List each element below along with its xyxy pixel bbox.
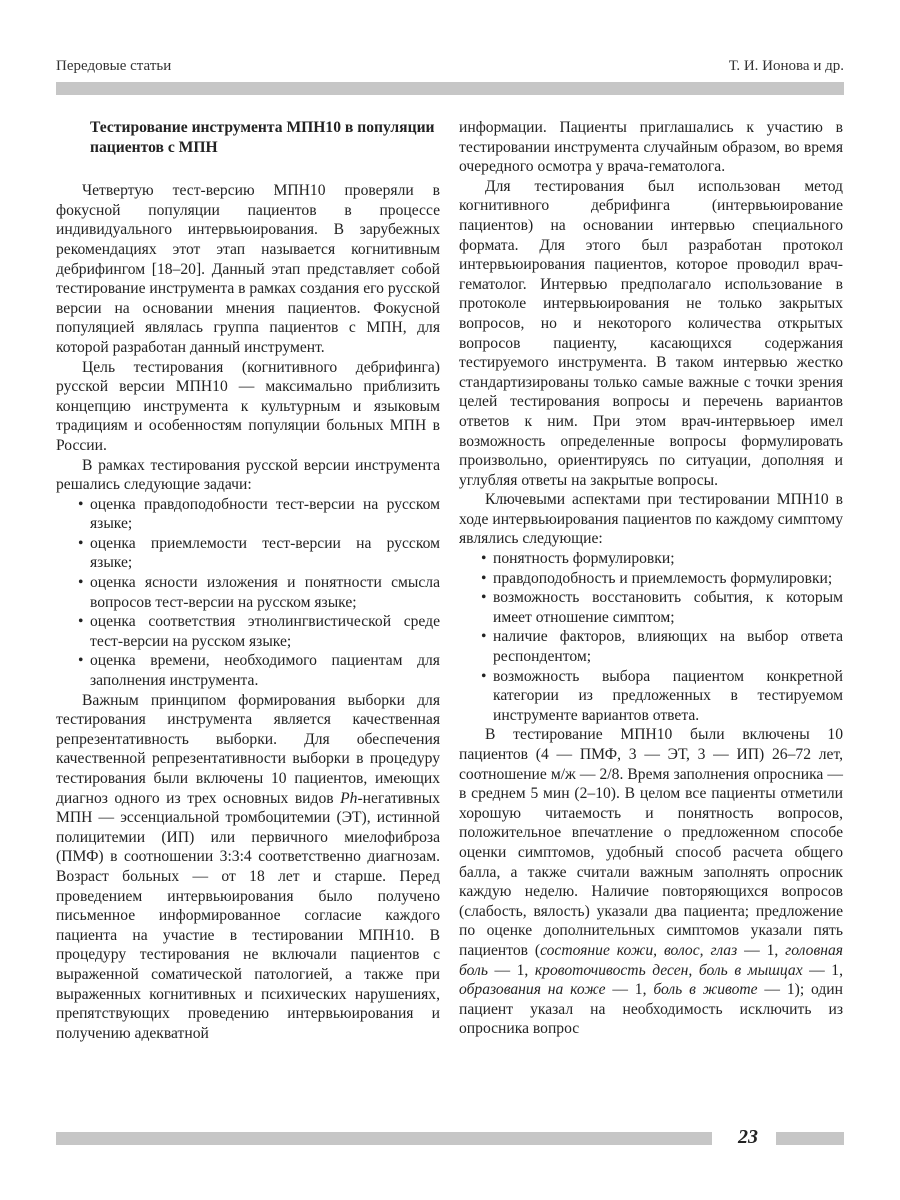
aspect-item: • возможность восстановить события, к которым имеет отношение симптом; xyxy=(493,588,843,627)
aspect-item: • возможность выбора пациентом конкретной категории из предложенных в тестируемом инструменте вариантов ответа. xyxy=(493,667,843,726)
task-item: • оценка ясности изложения и понятности смысла вопросов тест-версии на русском языке; xyxy=(90,573,440,612)
aspect-item: • правдоподобность и приемлемость формулировки; xyxy=(493,569,843,589)
task-item: • оценка соответствия этнолингвистической среде тест-версии на русском языке; xyxy=(90,612,440,651)
aspect-item: • наличие факторов, влияющих на выбор ответа респондентом; xyxy=(493,627,843,666)
paragraph-continued: информации. Пациенты приглашались к участию в тестировании инструмента случайным образом, во время очередного осмотра у врача-гематолога. xyxy=(459,119,843,176)
right-column xyxy=(459,118,843,1039)
paragraph-sampling: Важным принципом формирования выборки для тестирования инструмента является качественная репрезентативность выборки. Для обеспечения качественной репрезентативности выборки в процедуру тестирования были включены 10 пациентов, имеющих диагноз одного из трех основных видов Ph-негативных МПН — эссенциальной тромбоцитемии (ЭТ), истинной полицитемии (ИП) или первичного миелофиброза (ПМФ) в соотношении 3:3:4 соответственно диагнозам. Возраст больных — от 18 лет и старше. Перед проведением интервьюирования было получено письменное информированное согласие каждого пациента на участие в тестировании МПН10. В процедуру тестирования не включали пациентов с выраженной соматической патологией, а также при выраженных когнитивных и психических нарушениях, препятствующих проведению интервьюирования и получению адекватной xyxy=(56,691,440,1042)
left-column xyxy=(56,118,440,1043)
footer-divider-left xyxy=(56,1132,712,1145)
paragraph-method: Для тестирования был использован метод когнитивного дебрифинга (интервьюирование пациентов) на основании интервью специального формата. Для этого был разработан протокол интервьюирования пациентов, которое проводил врач-гематолог. Интервью предполагало использование в протоколе интервьюирования не только закрытых вопросов, но и некоторого количества открытых вопросов пациенту, касающихся содержания тестируемого инструмента. В таком интервью жестко стандартизированы только самые важные с точки зрения целей тестирования вопросы и перечень вариантов ответов к ним. При этом врач-интервьюер имел возможность определенные вопросы формулировать произвольно, ориентируясь по ситуации, дополняя и углубляя ответы на закрытые вопросы. xyxy=(459,177,843,489)
paragraph-tasks-intro: В рамках тестирования русской версии инструмента решались следующие задачи: xyxy=(56,456,440,494)
paragraph-results: В тестирование МПН10 были включены 10 пациентов (4 — ПМФ, 3 — ЭТ, 3 — ИП) 26–72 лет, соотношение м/ж — 2/8. Время заполнения опросника — в среднем 5 мин (2–10). В целом все пациенты отметили хорошую читаемость и понятность вопросов, положительное впечатление о предложенном способе оценки симптомов, удобный способ расчета общего балла, а также считали важным заполнять опросник каждую неделю. Наличие повторяющихся вопросов (слабость, вялость) указали два пациента; предложение по оценке дополнительных симптомов указали пять пациентов (состояние кожи, волос, глаз — 1, головная боль — 1, кровоточивость десен, боль в мышцах — 1, образования на коже — 1, боль в животе — 1); один пациент указал на необходимость исключить из опросника вопрос xyxy=(459,726,844,1038)
section-heading: Тестирование инструмента МПН10 в популяции пациентов с МПН xyxy=(90,119,435,156)
aspect-item: • понятность формулировки; xyxy=(493,549,843,569)
author-line: Т. И. Ионова и др. xyxy=(728,58,844,74)
task-list xyxy=(56,495,440,691)
paragraph-intro: Четвертую тест-версию МПН10 проверяли в фокусной популяции пациентов в процессе индивидуального интервьюирования. В зарубежных рекомендациях этот этап называется когнитивным дебрифингом [18–20]. Данный этап представляет собой тестирование инструмента в рамках создания его русской версии на основании мнения пациентов. Фокусной популяцией являлась группа пациентов с МПН, для которой разработан данный инструмент. xyxy=(56,182,440,356)
section-name: Передовые статьи xyxy=(56,58,172,74)
page-number: 23 xyxy=(738,1126,758,1148)
task-item: • оценка времени, необходимого пациентам для заполнения инструмента. xyxy=(90,651,440,690)
running-header xyxy=(56,58,844,80)
aspect-list xyxy=(459,549,843,725)
paragraph-aspects-intro: Ключевыми аспектами при тестировании МПН10 в ходе интервьюирования пациентов по каждому симптому являлись следующие: xyxy=(459,491,843,548)
task-item: • оценка правдоподобности тест-версии на русском языке; xyxy=(90,495,440,534)
task-item: • оценка приемлемости тест-версии на русском языке; xyxy=(90,534,440,573)
paragraph-goal: Цель тестирования (когнитивного дебрифинга) русской версии МПН10 — максимально приблизить концепцию инструмента к культурным и языковым традициям и особенностям популяции больных МПН в России. xyxy=(56,358,440,454)
header-divider xyxy=(56,82,844,95)
footer-divider-right xyxy=(776,1132,844,1145)
